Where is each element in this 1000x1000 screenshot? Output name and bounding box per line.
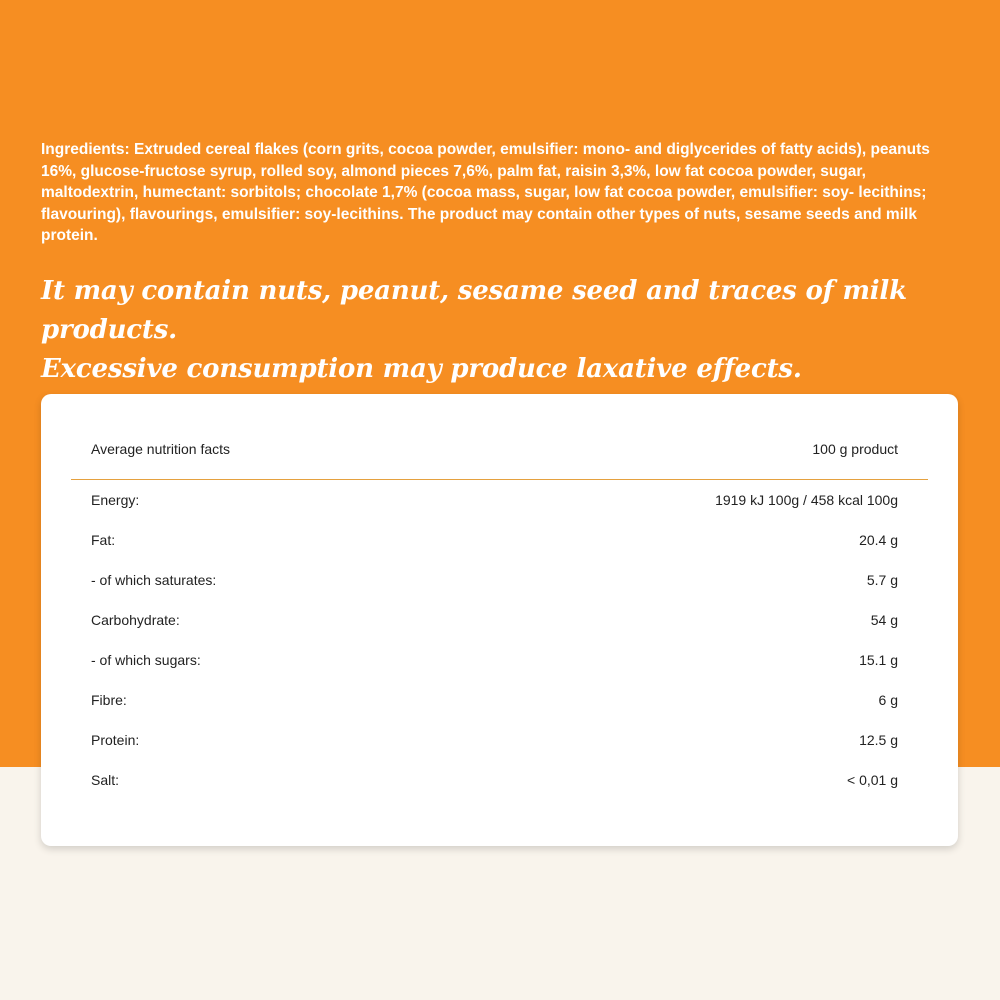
allergen-warning: [41, 272, 971, 389]
nutrition-label: Salt:: [91, 772, 120, 788]
nutrition-header-row: [71, 438, 928, 480]
nutrition-row-fat: [71, 520, 928, 560]
nutrition-label: Fat:: [91, 532, 116, 548]
nutrition-header-value: 100 g product: [812, 441, 898, 457]
warning-line-1: It may contain nuts, peanut, sesame seed and traces of milk products.: [41, 276, 907, 345]
nutrition-value: 1919 kJ 100g / 458 kcal 100g: [715, 492, 898, 508]
nutrition-label: - of which saturates:: [91, 572, 217, 588]
nutrition-label: Protein:: [91, 732, 140, 748]
nutrition-value: 54 g: [870, 612, 898, 628]
nutrition-row-sugars: [71, 640, 928, 680]
nutrition-row-carbohydrate: [71, 600, 928, 640]
nutrition-value: 5.7 g: [866, 572, 898, 588]
nutrition-row-salt: [71, 760, 928, 800]
nutrition-card: [41, 394, 958, 846]
nutrition-label: Fibre:: [91, 692, 127, 708]
nutrition-table: [71, 438, 928, 800]
nutrition-value: 15.1 g: [859, 652, 898, 668]
nutrition-label: Carbohydrate:: [91, 612, 180, 628]
nutrition-value: 6 g: [878, 692, 898, 708]
nutrition-row-fibre: [71, 680, 928, 720]
nutrition-label: - of which sugars:: [91, 652, 201, 668]
nutrition-header-label: Average nutrition facts: [91, 441, 231, 457]
ingredients-text: Ingredients: Extruded cereal flakes (corn grits, cocoa powder, emulsifier: mono- and diglycerides of fatty acids), peanuts 16%, glucose-fructose syrup, rolled soy, almond pieces 7,6%, palm fat, raisin 3,3%, low fat cocoa powder, sugar, maltodextrin, humectant: sorbitols; chocolate 1,7% (cocoa mass, sugar, low fat cocoa powder, emulsifier: soy- lecithins; flavouring), flavourings, emulsifier: soy-lecithins. The product may contain other types of nuts, sesame seeds and milk protein.: [41, 141, 930, 244]
warning-line-2: Excessive consumption may produce laxative effects.: [41, 354, 802, 384]
nutrition-row-saturates: [71, 560, 928, 600]
nutrition-row-protein: [71, 720, 928, 760]
nutrition-value: 20.4 g: [859, 532, 898, 548]
nutrition-value: < 0,01 g: [847, 772, 898, 788]
nutrition-value: 12.5 g: [859, 732, 898, 748]
nutrition-label: Energy:: [91, 492, 140, 508]
nutrition-row-energy: [71, 480, 928, 520]
